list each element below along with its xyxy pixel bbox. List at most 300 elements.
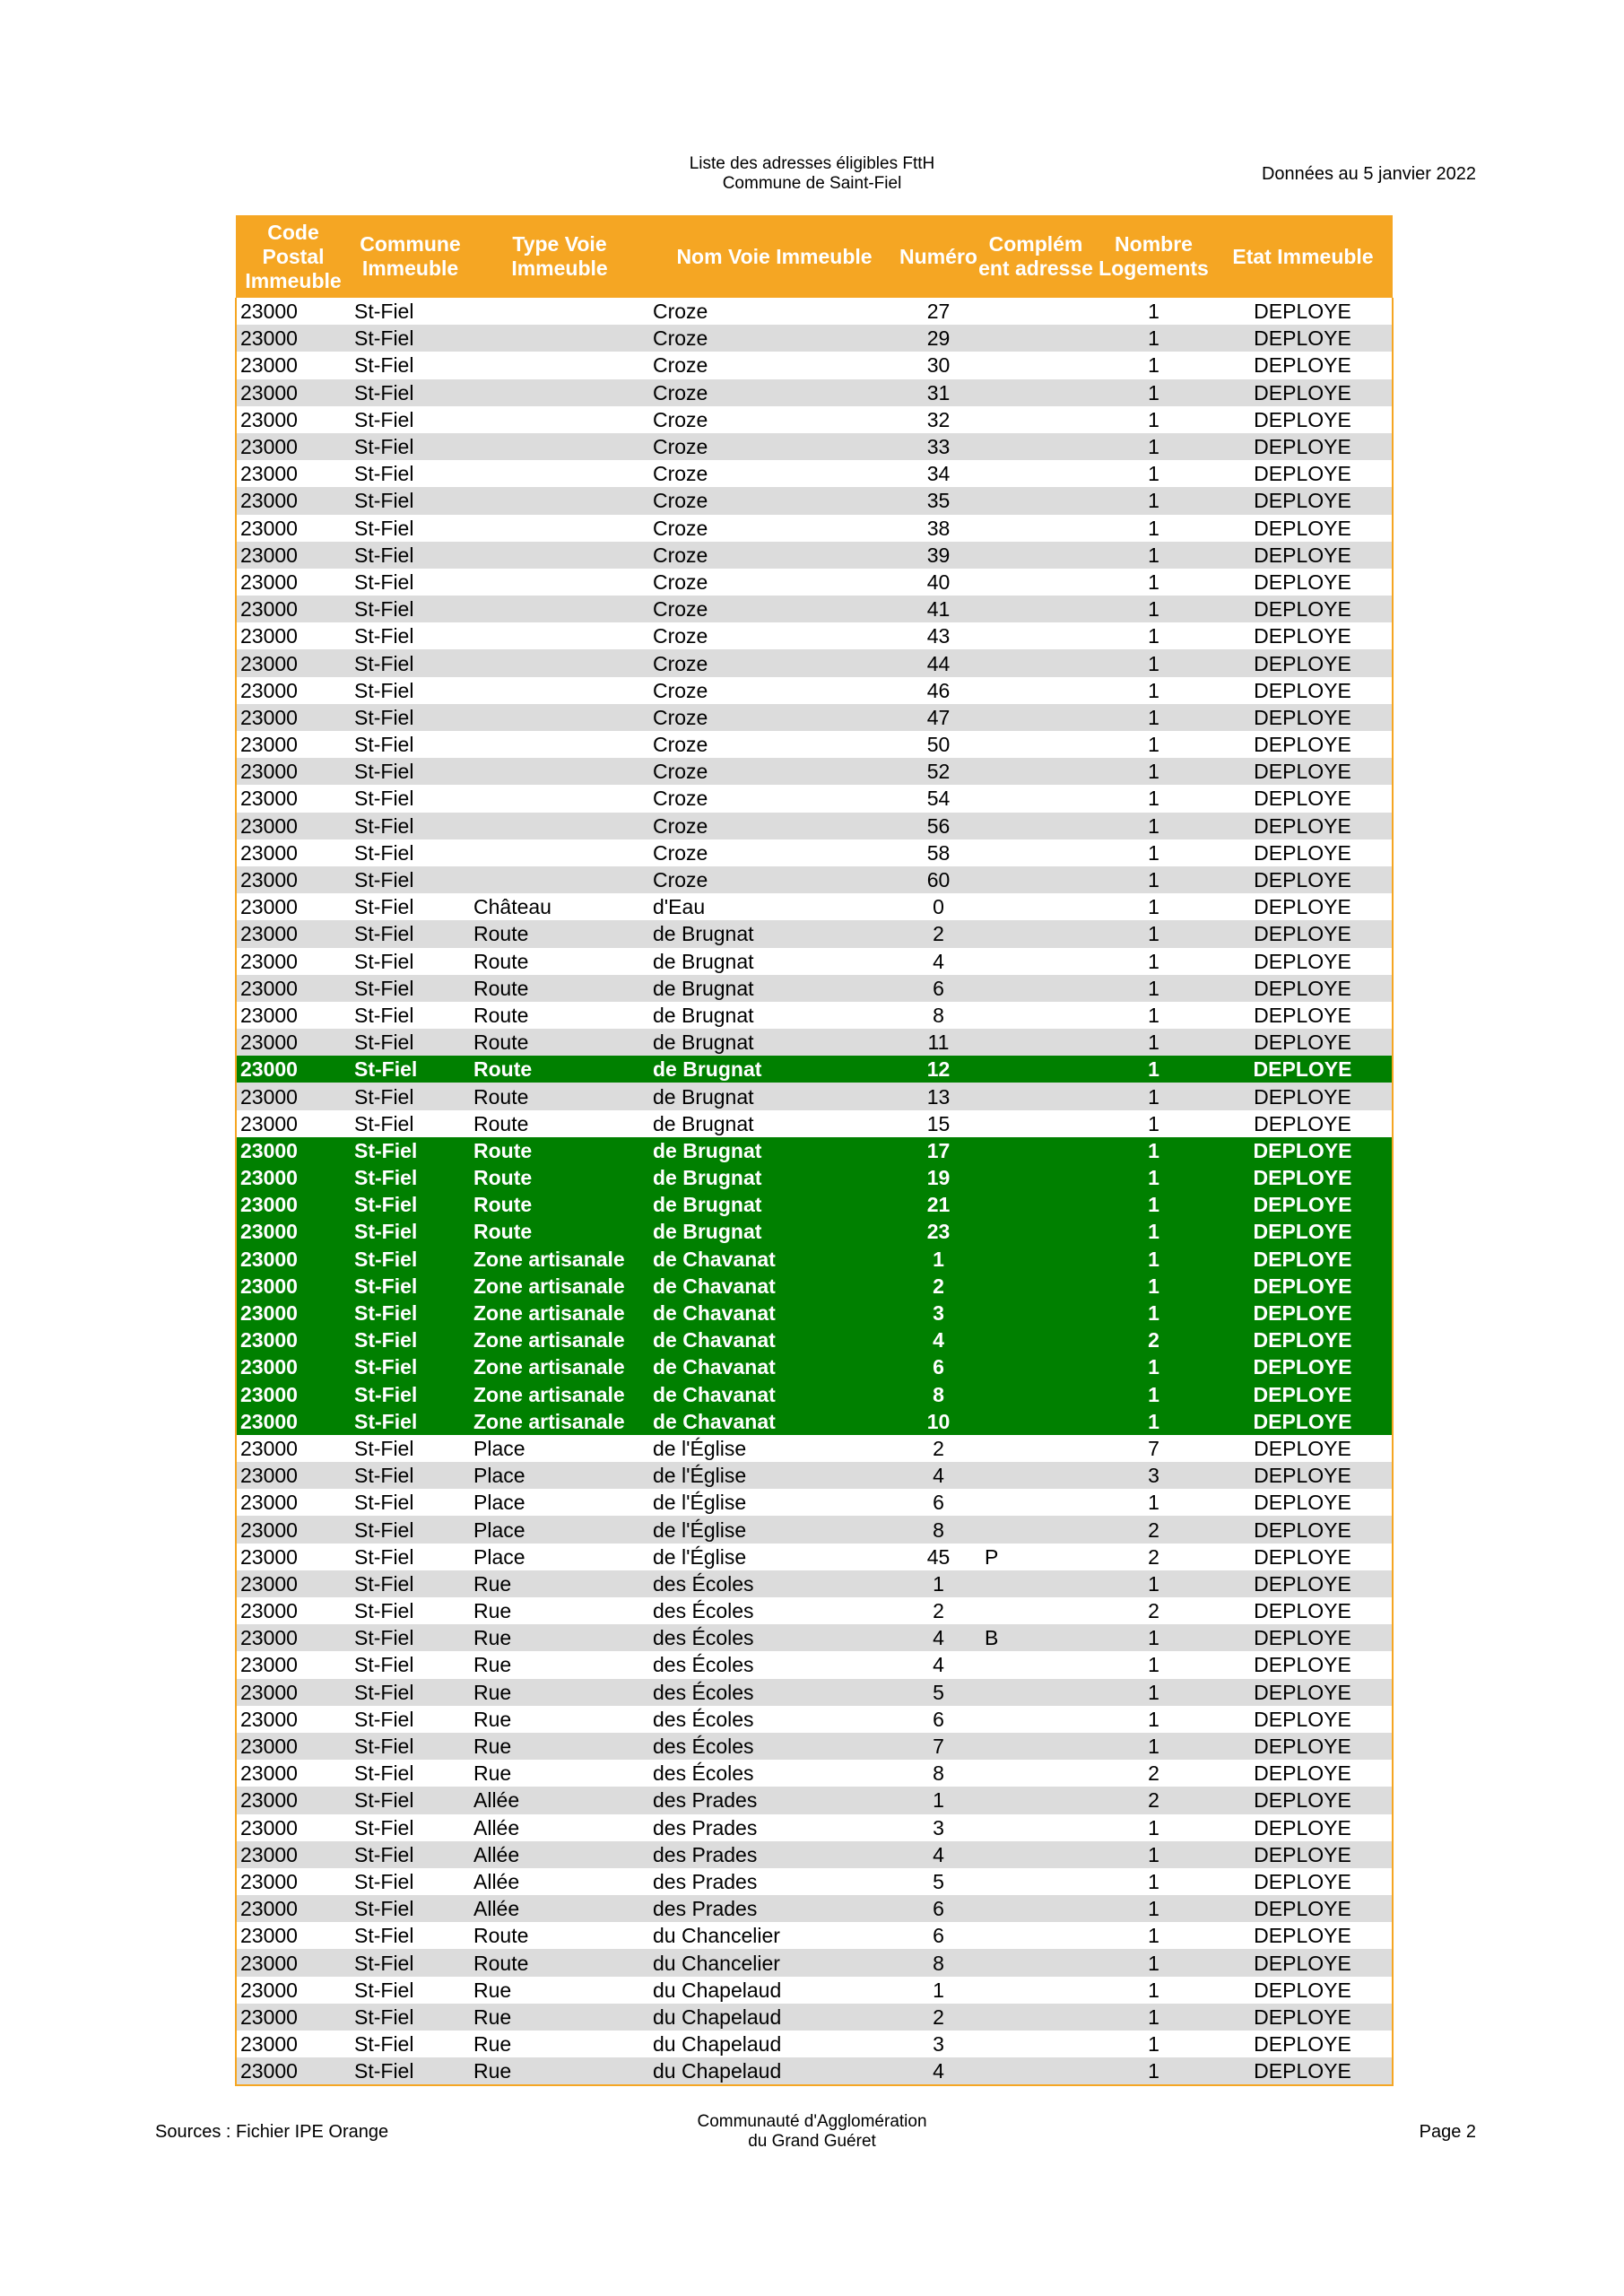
- cell-etat: DEPLOYE: [1213, 1841, 1393, 1868]
- cell-code-postal: 23000: [236, 1002, 351, 1029]
- cell-complement: [977, 1733, 1094, 1760]
- cell-numero: 45: [899, 1544, 977, 1570]
- cell-etat: DEPLOYE: [1213, 1462, 1393, 1489]
- cell-etat: DEPLOYE: [1213, 1922, 1393, 1949]
- cell-code-postal: 23000: [236, 1083, 351, 1109]
- cell-code-postal: 23000: [236, 731, 351, 758]
- cell-complement: [977, 1760, 1094, 1787]
- table-row: [236, 2057, 1393, 2085]
- cell-code-postal: 23000: [236, 1029, 351, 1056]
- cell-type-voie: [470, 622, 649, 649]
- cell-logements: 1: [1094, 1570, 1213, 1597]
- cell-etat: DEPLOYE: [1213, 1679, 1393, 1706]
- cell-nom-voie: Croze: [649, 542, 899, 569]
- cell-nom-voie: Croze: [649, 785, 899, 812]
- cell-logements: 1: [1094, 1841, 1213, 1868]
- cell-commune: St-Fiel: [351, 352, 470, 378]
- cell-nom-voie: de Chavanat: [649, 1300, 899, 1326]
- cell-type-voie: [470, 677, 649, 704]
- cell-complement: [977, 1300, 1094, 1326]
- cell-code-postal: 23000: [236, 975, 351, 1002]
- cell-complement: [977, 1218, 1094, 1245]
- cell-nom-voie: des Écoles: [649, 1706, 899, 1733]
- cell-etat: DEPLOYE: [1213, 866, 1393, 893]
- table-row: [236, 1895, 1393, 1922]
- cell-numero: 21: [899, 1191, 977, 1218]
- table-row: [236, 704, 1393, 731]
- cell-numero: 11: [899, 1029, 977, 1056]
- cell-type-voie: [470, 379, 649, 406]
- cell-type-voie: Place: [470, 1516, 649, 1543]
- cell-logements: 1: [1094, 1895, 1213, 1922]
- cell-code-postal: 23000: [236, 298, 351, 325]
- table-row: [236, 975, 1393, 1002]
- table-row: [236, 460, 1393, 487]
- cell-numero: 29: [899, 325, 977, 352]
- table-row: [236, 1246, 1393, 1273]
- table-row: [236, 1381, 1393, 1408]
- cell-logements: 1: [1094, 352, 1213, 378]
- cell-type-voie: [470, 515, 649, 542]
- cell-etat: DEPLOYE: [1213, 1489, 1393, 1516]
- cell-nom-voie: du Chancelier: [649, 1949, 899, 1976]
- cell-type-voie: Rue: [470, 1733, 649, 1760]
- cell-type-voie: Route: [470, 948, 649, 975]
- cell-etat: DEPLOYE: [1213, 1326, 1393, 1353]
- cell-numero: 32: [899, 406, 977, 433]
- table-row: [236, 1191, 1393, 1218]
- cell-numero: 4: [899, 1651, 977, 1678]
- cell-logements: 1: [1094, 893, 1213, 920]
- cell-etat: DEPLOYE: [1213, 1760, 1393, 1787]
- cell-code-postal: 23000: [236, 596, 351, 622]
- cell-commune: St-Fiel: [351, 893, 470, 920]
- cell-nom-voie: des Prades: [649, 1895, 899, 1922]
- cell-complement: [977, 1868, 1094, 1895]
- cell-etat: DEPLOYE: [1213, 1814, 1393, 1841]
- cell-numero: 40: [899, 569, 977, 596]
- table-row: [236, 1273, 1393, 1300]
- cell-code-postal: 23000: [236, 1922, 351, 1949]
- cell-logements: 1: [1094, 1706, 1213, 1733]
- cell-numero: 60: [899, 866, 977, 893]
- cell-type-voie: Zone artisanale: [470, 1300, 649, 1326]
- table-row: [236, 785, 1393, 812]
- cell-logements: 1: [1094, 1056, 1213, 1083]
- cell-nom-voie: de Brugnat: [649, 975, 899, 1002]
- cell-complement: [977, 1002, 1094, 1029]
- cell-logements: 2: [1094, 1544, 1213, 1570]
- cell-complement: [977, 325, 1094, 352]
- cell-logements: 1: [1094, 2031, 1213, 2057]
- cell-numero: 2: [899, 920, 977, 947]
- cell-complement: [977, 704, 1094, 731]
- cell-logements: 1: [1094, 1353, 1213, 1380]
- table-row: [236, 1814, 1393, 1841]
- cell-complement: [977, 1246, 1094, 1273]
- cell-numero: 43: [899, 622, 977, 649]
- footer-sources: Sources : Fichier IPE Orange: [155, 2122, 389, 2142]
- cell-complement: [977, 379, 1094, 406]
- cell-code-postal: 23000: [236, 758, 351, 785]
- cell-commune: St-Fiel: [351, 1706, 470, 1733]
- cell-code-postal: 23000: [236, 1246, 351, 1273]
- cell-etat: DEPLOYE: [1213, 2057, 1393, 2085]
- table-row: [236, 1408, 1393, 1435]
- cell-complement: [977, 1679, 1094, 1706]
- cell-nom-voie: de l'Église: [649, 1435, 899, 1462]
- cell-numero: 4: [899, 2057, 977, 2085]
- cell-type-voie: [470, 542, 649, 569]
- cell-commune: St-Fiel: [351, 649, 470, 676]
- cell-type-voie: Route: [470, 1056, 649, 1083]
- cell-commune: St-Fiel: [351, 1624, 470, 1651]
- table-row: [236, 325, 1393, 352]
- cell-numero: 34: [899, 460, 977, 487]
- cell-nom-voie: Croze: [649, 379, 899, 406]
- cell-complement: [977, 515, 1094, 542]
- cell-logements: 1: [1094, 1868, 1213, 1895]
- cell-numero: 2: [899, 2004, 977, 2031]
- cell-etat: DEPLOYE: [1213, 1137, 1393, 1164]
- cell-commune: St-Fiel: [351, 1110, 470, 1137]
- cell-etat: DEPLOYE: [1213, 785, 1393, 812]
- cell-numero: 6: [899, 1895, 977, 1922]
- cell-type-voie: Route: [470, 1029, 649, 1056]
- cell-commune: St-Fiel: [351, 1544, 470, 1570]
- cell-type-voie: Route: [470, 920, 649, 947]
- cell-etat: DEPLOYE: [1213, 1868, 1393, 1895]
- cell-nom-voie: des Prades: [649, 1868, 899, 1895]
- cell-nom-voie: Croze: [649, 866, 899, 893]
- cell-numero: 1: [899, 1787, 977, 1813]
- cell-etat: DEPLOYE: [1213, 1191, 1393, 1218]
- cell-type-voie: Rue: [470, 1977, 649, 2004]
- cell-type-voie: Route: [470, 1191, 649, 1218]
- cell-code-postal: 23000: [236, 1435, 351, 1462]
- cell-numero: 1: [899, 1977, 977, 2004]
- cell-numero: 12: [899, 1056, 977, 1083]
- cell-complement: [977, 813, 1094, 839]
- cell-etat: DEPLOYE: [1213, 704, 1393, 731]
- table-row: [236, 379, 1393, 406]
- cell-nom-voie: Croze: [649, 622, 899, 649]
- cell-logements: 1: [1094, 920, 1213, 947]
- cell-nom-voie: des Écoles: [649, 1679, 899, 1706]
- cell-etat: DEPLOYE: [1213, 1353, 1393, 1380]
- cell-complement: [977, 542, 1094, 569]
- cell-commune: St-Fiel: [351, 866, 470, 893]
- cell-code-postal: 23000: [236, 2031, 351, 2057]
- cell-nom-voie: Croze: [649, 460, 899, 487]
- cell-logements: 2: [1094, 1760, 1213, 1787]
- cell-type-voie: Zone artisanale: [470, 1408, 649, 1435]
- cell-numero: 4: [899, 1624, 977, 1651]
- cell-logements: 1: [1094, 1814, 1213, 1841]
- cell-complement: [977, 1841, 1094, 1868]
- cell-commune: St-Fiel: [351, 948, 470, 975]
- cell-code-postal: 23000: [236, 1218, 351, 1245]
- cell-complement: [977, 1164, 1094, 1191]
- cell-logements: 1: [1094, 2004, 1213, 2031]
- cell-complement: [977, 352, 1094, 378]
- cell-nom-voie: de Brugnat: [649, 1002, 899, 1029]
- cell-code-postal: 23000: [236, 1110, 351, 1137]
- cell-etat: DEPLOYE: [1213, 677, 1393, 704]
- cell-code-postal: 23000: [236, 325, 351, 352]
- cell-type-voie: Allée: [470, 1814, 649, 1841]
- cell-complement: [977, 487, 1094, 514]
- cell-code-postal: 23000: [236, 1949, 351, 1976]
- table-row: [236, 1949, 1393, 1976]
- cell-logements: 1: [1094, 948, 1213, 975]
- cell-type-voie: Rue: [470, 1597, 649, 1624]
- col-header-code-postal: Code Postal Immeuble: [236, 215, 351, 298]
- cell-commune: St-Fiel: [351, 1191, 470, 1218]
- col-header-commune: Commune Immeuble: [351, 215, 470, 298]
- cell-commune: St-Fiel: [351, 1516, 470, 1543]
- cell-etat: DEPLOYE: [1213, 542, 1393, 569]
- cell-numero: 27: [899, 298, 977, 325]
- cell-type-voie: [470, 866, 649, 893]
- cell-complement: [977, 1462, 1094, 1489]
- cell-commune: St-Fiel: [351, 1814, 470, 1841]
- cell-etat: DEPLOYE: [1213, 839, 1393, 866]
- cell-nom-voie: Croze: [649, 406, 899, 433]
- cell-commune: St-Fiel: [351, 758, 470, 785]
- cell-etat: DEPLOYE: [1213, 2031, 1393, 2057]
- cell-complement: [977, 1381, 1094, 1408]
- cell-code-postal: 23000: [236, 1706, 351, 1733]
- cell-numero: 52: [899, 758, 977, 785]
- cell-type-voie: Rue: [470, 1706, 649, 1733]
- table-row: [236, 433, 1393, 460]
- cell-commune: St-Fiel: [351, 1489, 470, 1516]
- document-title-line1: Liste des adresses éligibles FttH: [689, 154, 935, 173]
- cell-commune: St-Fiel: [351, 298, 470, 325]
- cell-etat: DEPLOYE: [1213, 1083, 1393, 1109]
- cell-etat: DEPLOYE: [1213, 1977, 1393, 2004]
- cell-commune: St-Fiel: [351, 1895, 470, 1922]
- cell-numero: 19: [899, 1164, 977, 1191]
- table-row: [236, 677, 1393, 704]
- cell-type-voie: Rue: [470, 1570, 649, 1597]
- cell-type-voie: Rue: [470, 1624, 649, 1651]
- cell-complement: [977, 866, 1094, 893]
- cell-nom-voie: de Brugnat: [649, 1164, 899, 1191]
- cell-nom-voie: des Écoles: [649, 1570, 899, 1597]
- cell-commune: St-Fiel: [351, 1733, 470, 1760]
- cell-complement: [977, 406, 1094, 433]
- cell-numero: 4: [899, 1841, 977, 1868]
- cell-logements: 1: [1094, 379, 1213, 406]
- cell-logements: 1: [1094, 1300, 1213, 1326]
- cell-complement: [977, 298, 1094, 325]
- cell-nom-voie: de Brugnat: [649, 1029, 899, 1056]
- cell-logements: 1: [1094, 1733, 1213, 1760]
- cell-numero: 1: [899, 1246, 977, 1273]
- cell-logements: 1: [1094, 1651, 1213, 1678]
- cell-code-postal: 23000: [236, 2004, 351, 2031]
- cell-complement: [977, 1137, 1094, 1164]
- cell-type-voie: [470, 352, 649, 378]
- cell-code-postal: 23000: [236, 948, 351, 975]
- cell-commune: St-Fiel: [351, 1597, 470, 1624]
- cell-numero: 6: [899, 1353, 977, 1380]
- cell-logements: 1: [1094, 649, 1213, 676]
- col-header-etat: Etat Immeuble: [1213, 215, 1393, 298]
- cell-code-postal: 23000: [236, 1516, 351, 1543]
- cell-numero: 54: [899, 785, 977, 812]
- cell-type-voie: Zone artisanale: [470, 1381, 649, 1408]
- cell-nom-voie: Croze: [649, 731, 899, 758]
- cell-etat: DEPLOYE: [1213, 1273, 1393, 1300]
- cell-type-voie: Route: [470, 1083, 649, 1109]
- cell-logements: 1: [1094, 1029, 1213, 1056]
- cell-complement: [977, 1083, 1094, 1109]
- cell-code-postal: 23000: [236, 893, 351, 920]
- cell-etat: DEPLOYE: [1213, 1706, 1393, 1733]
- cell-etat: DEPLOYE: [1213, 1218, 1393, 1245]
- cell-nom-voie: Croze: [649, 649, 899, 676]
- cell-numero: 35: [899, 487, 977, 514]
- cell-type-voie: [470, 433, 649, 460]
- cell-complement: [977, 1353, 1094, 1380]
- cell-numero: 7: [899, 1733, 977, 1760]
- cell-type-voie: [470, 649, 649, 676]
- cell-logements: 1: [1094, 515, 1213, 542]
- cell-logements: 1: [1094, 1949, 1213, 1976]
- cell-complement: P: [977, 1544, 1094, 1570]
- cell-nom-voie: d'Eau: [649, 893, 899, 920]
- cell-etat: DEPLOYE: [1213, 1597, 1393, 1624]
- cell-numero: 41: [899, 596, 977, 622]
- cell-numero: 38: [899, 515, 977, 542]
- cell-code-postal: 23000: [236, 1326, 351, 1353]
- cell-commune: St-Fiel: [351, 1300, 470, 1326]
- cell-type-voie: Route: [470, 1164, 649, 1191]
- cell-type-voie: Rue: [470, 2031, 649, 2057]
- cell-commune: St-Fiel: [351, 1841, 470, 1868]
- cell-complement: [977, 1056, 1094, 1083]
- col-header-complement: Complém ent adresse: [977, 215, 1094, 298]
- cell-logements: 1: [1094, 1191, 1213, 1218]
- cell-numero: 8: [899, 1381, 977, 1408]
- cell-complement: [977, 2057, 1094, 2085]
- cell-logements: 1: [1094, 1624, 1213, 1651]
- table-row: [236, 1760, 1393, 1787]
- cell-commune: St-Fiel: [351, 2004, 470, 2031]
- cell-nom-voie: Croze: [649, 758, 899, 785]
- cell-logements: 1: [1094, 487, 1213, 514]
- cell-etat: DEPLOYE: [1213, 433, 1393, 460]
- cell-complement: [977, 433, 1094, 460]
- cell-etat: DEPLOYE: [1213, 1110, 1393, 1137]
- cell-complement: [977, 1110, 1094, 1137]
- cell-complement: [977, 785, 1094, 812]
- cell-commune: St-Fiel: [351, 1326, 470, 1353]
- table-row: [236, 1083, 1393, 1109]
- cell-complement: [977, 1706, 1094, 1733]
- cell-commune: St-Fiel: [351, 569, 470, 596]
- table-row: [236, 1110, 1393, 1137]
- cell-numero: 6: [899, 1922, 977, 1949]
- cell-complement: [977, 1949, 1094, 1976]
- cell-commune: St-Fiel: [351, 1868, 470, 1895]
- table-row: [236, 1300, 1393, 1326]
- cell-complement: [977, 758, 1094, 785]
- cell-etat: DEPLOYE: [1213, 1949, 1393, 1976]
- cell-nom-voie: de l'Église: [649, 1516, 899, 1543]
- cell-type-voie: [470, 298, 649, 325]
- cell-commune: St-Fiel: [351, 1922, 470, 1949]
- cell-type-voie: Rue: [470, 1651, 649, 1678]
- cell-logements: 2: [1094, 1326, 1213, 1353]
- cell-commune: St-Fiel: [351, 813, 470, 839]
- cell-logements: 1: [1094, 1408, 1213, 1435]
- table-row: [236, 1544, 1393, 1570]
- cell-logements: 1: [1094, 731, 1213, 758]
- cell-numero: 1: [899, 1570, 977, 1597]
- cell-type-voie: Place: [470, 1462, 649, 1489]
- data-date: Données au 5 janvier 2022: [1261, 164, 1476, 184]
- table-row: [236, 649, 1393, 676]
- table-row: [236, 596, 1393, 622]
- cell-etat: DEPLOYE: [1213, 487, 1393, 514]
- cell-code-postal: 23000: [236, 920, 351, 947]
- cell-logements: 1: [1094, 298, 1213, 325]
- cell-complement: B: [977, 1624, 1094, 1651]
- cell-logements: 2: [1094, 1787, 1213, 1813]
- cell-commune: St-Fiel: [351, 1273, 470, 1300]
- cell-type-voie: Château: [470, 893, 649, 920]
- cell-numero: 8: [899, 1516, 977, 1543]
- cell-nom-voie: Croze: [649, 596, 899, 622]
- cell-etat: DEPLOYE: [1213, 731, 1393, 758]
- cell-numero: 6: [899, 975, 977, 1002]
- cell-logements: 1: [1094, 542, 1213, 569]
- cell-code-postal: 23000: [236, 1570, 351, 1597]
- table-row: [236, 758, 1393, 785]
- cell-commune: St-Fiel: [351, 1353, 470, 1380]
- cell-commune: St-Fiel: [351, 1435, 470, 1462]
- cell-numero: 15: [899, 1110, 977, 1137]
- cell-nom-voie: de Chavanat: [649, 1353, 899, 1380]
- cell-logements: 1: [1094, 1164, 1213, 1191]
- cell-nom-voie: du Chapelaud: [649, 1977, 899, 2004]
- cell-logements: 1: [1094, 1002, 1213, 1029]
- cell-type-voie: [470, 406, 649, 433]
- page-number: Page 2: [1419, 2122, 1476, 2142]
- cell-complement: [977, 569, 1094, 596]
- cell-complement: [977, 1651, 1094, 1678]
- cell-logements: 1: [1094, 1273, 1213, 1300]
- cell-complement: [977, 1408, 1094, 1435]
- table-row: [236, 866, 1393, 893]
- cell-type-voie: [470, 325, 649, 352]
- cell-logements: 1: [1094, 433, 1213, 460]
- cell-code-postal: 23000: [236, 1381, 351, 1408]
- cell-nom-voie: de Brugnat: [649, 920, 899, 947]
- cell-code-postal: 23000: [236, 2057, 351, 2085]
- table-row: [236, 569, 1393, 596]
- cell-type-voie: Route: [470, 1137, 649, 1164]
- cell-code-postal: 23000: [236, 1056, 351, 1083]
- cell-code-postal: 23000: [236, 622, 351, 649]
- cell-type-voie: Rue: [470, 2004, 649, 2031]
- table-header-row: [236, 215, 1393, 298]
- cell-complement: [977, 1977, 1094, 2004]
